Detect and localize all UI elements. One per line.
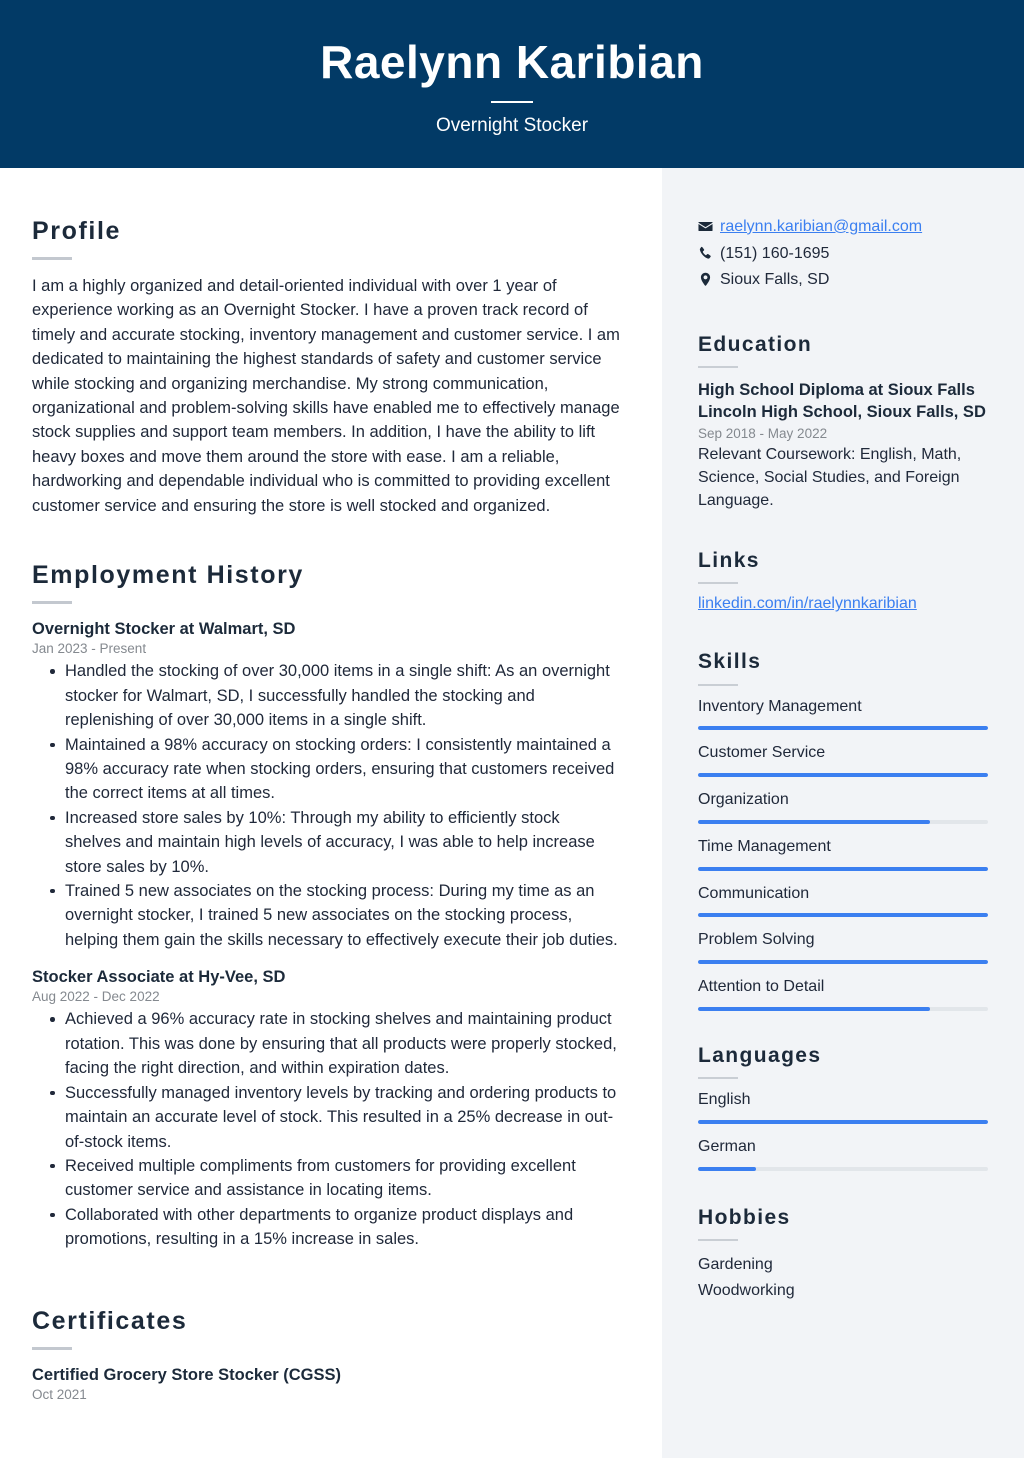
skill-item-level-fill xyxy=(698,1007,930,1011)
languages-list xyxy=(698,1090,988,1171)
employment-bullet-list xyxy=(32,659,620,952)
skill-item-level-track xyxy=(698,960,988,964)
skill-item-level-track xyxy=(698,820,988,824)
list-item: Successfully managed inventory levels by tracking and ordering products to maintain an accurate level of stock. This resulted in a 25% decrease in out-of-stock items. xyxy=(32,1081,620,1154)
section-hobbies xyxy=(698,1205,988,1304)
contact-value: (151) 160-1695 xyxy=(720,244,830,262)
header-subtitle: Overnight Stocker xyxy=(435,114,589,136)
skill-item xyxy=(698,790,988,824)
section-heading-skills: Skills xyxy=(698,650,762,674)
skill-item-level-fill xyxy=(698,867,988,871)
skill-item-level-track xyxy=(698,867,988,871)
section-heading-hobbies: Hobbies xyxy=(698,1205,791,1229)
contact-row[interactable] xyxy=(698,216,988,239)
list-item: Trained 5 new associates on the stocking process: During my time as an overnight stocker, I trained 5 new associates on the stocking process, helping them gain the skills necessary to effectively execute their job duties. xyxy=(32,879,620,952)
skill-item xyxy=(698,743,988,777)
section-skills xyxy=(698,649,988,1011)
section-heading-employment: Employment History xyxy=(32,561,304,590)
contact-value: Sioux Falls, SD xyxy=(720,271,830,289)
contact-row xyxy=(698,269,988,292)
skill-item xyxy=(698,930,988,964)
skill-item-label: Problem Solving xyxy=(698,931,815,949)
language-item-level-track xyxy=(698,1167,988,1171)
education-entry xyxy=(698,379,988,512)
envelope-icon xyxy=(698,216,720,234)
skill-item-label: Customer Service xyxy=(698,744,826,762)
skill-item-level-fill xyxy=(698,726,988,730)
section-rule xyxy=(32,257,72,260)
skill-item-level-track xyxy=(698,913,988,917)
profile-text: I am a highly organized and detail-oriented individual with over 1 year of experience working as an Overnight Stocker. I have a proven track record of timely and accurate stocking, inventory management and customer service. I am dedicated to maintaining the highest standards of safety and customer service while stocking and organizing merchandise. My strong communication, organizational and problem-solving skills have enabled me to effectively manage stock supplies and support team members. In addition, I have the ability to lift heavy boxes and move them around the store with ease. I am a reliable, hardworking and dependable individual who is committed to providing excellent customer service and ensuring the store is well stocked and organized. xyxy=(32,277,620,515)
skill-item-level-track xyxy=(698,726,988,730)
contact-email-link[interactable]: raelynn.karibian@gmail.com xyxy=(720,218,923,235)
skill-item xyxy=(698,837,988,871)
hobbies-list xyxy=(698,1252,988,1304)
certificate-entry xyxy=(32,1364,620,1402)
list-item: Received multiple compliments from customers for providing excellent customer service and assistance in locating items. xyxy=(32,1154,620,1203)
language-item xyxy=(698,1090,988,1124)
language-item-label: German xyxy=(698,1138,756,1156)
section-rule xyxy=(32,601,72,604)
list-item: Increased store sales by 10%: Through my ability to efficiently stock shelves and maintain high levels of accuracy, I was able to help increase store sales by 10%. xyxy=(32,806,620,879)
skill-item xyxy=(698,697,988,731)
main-column xyxy=(0,168,662,1458)
phone-icon xyxy=(698,243,720,261)
skill-item-level-fill xyxy=(698,960,988,964)
language-item-level-fill xyxy=(698,1167,756,1171)
section-heading-certificates: Certificates xyxy=(32,1306,188,1335)
skill-item-level-fill xyxy=(698,773,988,777)
skill-item-label: Communication xyxy=(698,884,810,902)
section-heading-languages: Languages xyxy=(698,1044,822,1068)
employment-list xyxy=(32,618,620,1251)
section-rule xyxy=(698,1239,738,1241)
skill-item-label: Inventory Management xyxy=(698,697,862,715)
hobby-item: Gardening xyxy=(698,1256,773,1274)
map-pin-icon xyxy=(698,269,720,287)
sidebar-column xyxy=(662,168,1024,1458)
section-languages xyxy=(698,1043,988,1171)
list-item: Handled the stocking of over 30,000 items in a single shift: As an overnight stocker for Walmart, SD, I successfully handled the stocking and replenishing of over 30,000 items in a single shift. xyxy=(32,659,620,732)
employment-entry xyxy=(32,966,620,1251)
header-divider xyxy=(491,101,533,103)
language-item xyxy=(698,1137,988,1171)
education-degree: High School Diploma at Sioux Falls Lincoln High School, Sioux Falls, SD xyxy=(698,381,986,422)
skill-item-label: Organization xyxy=(698,791,789,809)
list-item: Maintained a 98% accuracy on stocking orders: I consistently maintained a 98% accuracy rate when stocking orders, ensuring that customers received the correct items at all times. xyxy=(32,733,620,806)
skill-item-level-track xyxy=(698,1007,988,1011)
list-item: Collaborated with other departments to organize product displays and promotions, resulting in a 15% increase in sales. xyxy=(32,1203,620,1252)
language-item-label: English xyxy=(698,1091,751,1109)
section-heading-education: Education xyxy=(698,333,813,357)
section-certificates xyxy=(32,1306,620,1402)
contact-row xyxy=(698,243,988,266)
skill-item xyxy=(698,977,988,1011)
section-employment-history xyxy=(32,560,620,1251)
section-rule xyxy=(698,684,738,686)
education-dates: Sep 2018 - May 2022 xyxy=(698,425,828,441)
resume-body xyxy=(0,168,1024,1458)
employment-job-title: Stocker Associate at Hy-Vee, SD xyxy=(32,968,286,987)
section-heading-links: Links xyxy=(698,549,760,573)
employment-job-title: Overnight Stocker at Walmart, SD xyxy=(32,620,296,639)
language-item-level-fill xyxy=(698,1120,988,1124)
skill-item xyxy=(698,884,988,918)
section-education xyxy=(698,332,988,512)
profile-link[interactable]: linkedin.com/in/raelynnkaribian xyxy=(698,595,917,613)
employment-job-dates: Aug 2022 - Dec 2022 xyxy=(32,989,160,1005)
page-title: Raelynn Karibian xyxy=(320,36,704,89)
contact-list xyxy=(698,216,988,292)
links-list xyxy=(698,595,988,613)
skill-item-label: Time Management xyxy=(698,837,831,855)
section-profile xyxy=(32,216,620,518)
section-heading-profile: Profile xyxy=(32,217,121,245)
education-description: Relevant Coursework: English, Math, Science, Social Studies, and Foreign Language. xyxy=(698,445,962,509)
section-rule xyxy=(698,582,738,584)
section-rule xyxy=(32,1347,72,1350)
skill-item-label: Attention to Detail xyxy=(698,978,825,996)
skill-item-level-fill xyxy=(698,913,988,917)
resume-header xyxy=(0,0,1024,168)
employment-entry xyxy=(32,618,620,952)
list-item: Achieved a 96% accuracy rate in stocking shelves and maintaining product rotation. This was done by ensuring that all products were properly stocked, facing the right direction, and within expiration dates. xyxy=(32,1007,620,1080)
skill-item-level-fill xyxy=(698,820,930,824)
language-item-level-track xyxy=(698,1120,988,1124)
certificates-list xyxy=(32,1364,620,1402)
employment-job-dates: Jan 2023 - Present xyxy=(32,641,147,657)
certificate-date: Oct 2021 xyxy=(32,1386,87,1402)
section-links xyxy=(698,548,988,613)
employment-bullet-list xyxy=(32,1007,620,1251)
education-list xyxy=(698,379,988,512)
section-rule xyxy=(698,1077,738,1079)
section-rule xyxy=(698,366,738,368)
hobby-item: Woodworking xyxy=(698,1281,795,1299)
skills-list xyxy=(698,697,988,1012)
skill-item-level-track xyxy=(698,773,988,777)
certificate-name: Certified Grocery Store Stocker (CGSS) xyxy=(32,1365,342,1384)
